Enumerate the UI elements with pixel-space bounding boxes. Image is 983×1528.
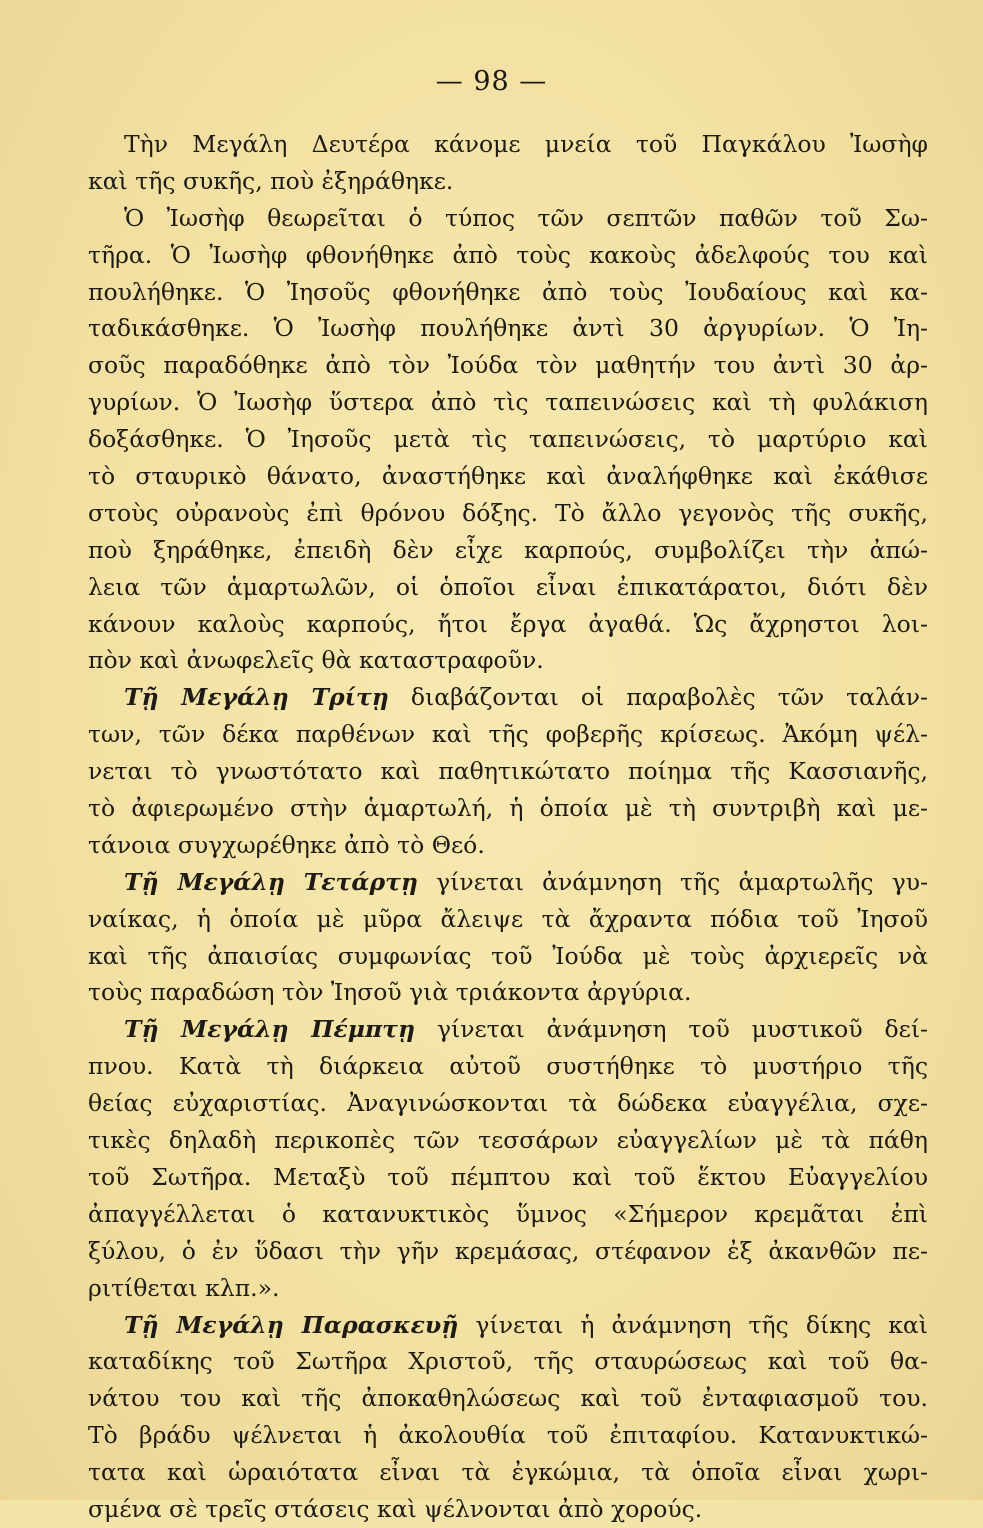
lead-heading: Τῇ Μεγάλῃ Παρασκευῇ [124, 1310, 459, 1339]
text-line: Τὴν Μεγάλη Δευτέρα κάνομε μνεία τοῦ Παγκάλου Ἰωσὴφ [124, 130, 928, 158]
text-line: πνου. Κατὰ τὴ διάρκεια αὐτοῦ συστήθηκε τὸ μυστήριο τῆς [88, 1052, 928, 1081]
text-run: γίνεται ἀνάμνηση τῆς ἁμαρτωλῆς γυ- [417, 867, 928, 896]
text-line: ἀπαγγέλλεται ὁ κατανυκτικὸς ὕμνος «Σήμερον κρεμᾶται ἐπὶ [88, 1199, 928, 1228]
text-line: ποὺ ξηράθηκε, ἐπειδὴ δὲν εἶχε καρπούς, συμβολίζει τὴν ἀπώ- [88, 535, 928, 564]
text-line: τοῦ Σωτῆρα. Μεταξὺ τοῦ πέμπτου καὶ τοῦ ἕκτου Εὐαγγελίου [88, 1162, 928, 1191]
text-line: των, τῶν δέκα παρθένων καὶ τῆς φοβερῆς κρίσεως. Ἀκόμη ψέλ- [88, 720, 928, 749]
text-line: ταδικάσθηκε. Ὁ Ἰωσὴφ πουλήθηκε ἀντὶ 30 ἀργυρίων. Ὁ Ἰη- [88, 314, 928, 343]
text-line: νάτου του καὶ τῆς ἀποκαθηλώσεως καὶ τοῦ ἐνταφιασμοῦ του. [88, 1384, 928, 1413]
text-line: δοξάσθηκε. Ὁ Ἰησοῦς μετὰ τὶς ταπεινώσεις, τὸ μαρτύριο καὶ [88, 425, 928, 454]
text-line: κάνουν καλοὺς καρπούς, ἤτοι ἔργα ἀγαθά. Ὡς ἄχρηστοι λοι- [88, 609, 928, 638]
text-line: σοῦς παραδόθηκε ἀπὸ τὸν Ἰούδα τὸν μαθητήν του ἀντὶ 30 ἀρ- [88, 351, 928, 380]
text-line: τὸ ἀφιερωμένο στὴν ἁμαρτωλή, ἡ ὁποία μὲ τὴ συντριβὴ καὶ με- [88, 794, 928, 823]
text-line: πὸν καὶ ἀνωφελεῖς θὰ καταστραφοῦν. [88, 646, 544, 675]
lead-heading: Τῇ Μεγάλῃ Τετάρτῃ [124, 867, 418, 896]
text-line: λεια τῶν ἁμαρτωλῶν, οἱ ὁποῖοι εἶναι ἐπικατάρατοι, διότι δὲν [88, 572, 928, 601]
text-line: τάνοια συγχωρέθηκε ἀπὸ τὸ Θεό. [88, 830, 485, 859]
text-line [88, 1307, 928, 1344]
text-line: στοὺς οὐρανοὺς ἐπὶ θρόνου δόξης. Τὸ ἄλλο γεγονὸς τῆς συκῆς, [88, 498, 928, 527]
page-number: — 98 — [435, 66, 548, 97]
body-text [88, 126, 928, 1528]
text-line [88, 1011, 928, 1048]
text-run: γίνεται ἀνάμνηση τοῦ μυστικοῦ δεί- [415, 1015, 928, 1044]
text-line: ριτίθεται κλπ.». [88, 1273, 280, 1302]
lead-heading: Τῇ Μεγάλῃ Πέμπτῃ [124, 1015, 416, 1044]
text-line: τὸ σταυρικὸ θάνατο, ἀναστήθηκε καὶ ἀναλήφθηκε καὶ ἐκάθισε [88, 462, 928, 491]
text-line: σμένα σὲ τρεῖς στάσεις καὶ ψέλνονται ἀπὸ χορούς. [88, 1494, 703, 1523]
text-line: νεται τὸ γνωστότατο καὶ παθητικώτατο ποίημα τῆς Κασσιανῆς, [88, 757, 928, 786]
text-line: Ὁ Ἰωσὴφ θεωρεῖται ὁ τύπος τῶν σεπτῶν παθῶν τοῦ Σω- [124, 203, 928, 232]
text-line: καὶ τῆς συκῆς, ποὺ ἐξηράθηκε. [88, 166, 454, 195]
text-line [88, 864, 928, 901]
text-run: διαβάζονται οἱ παραβολὲς τῶν ταλάν- [388, 683, 928, 712]
text-run: γίνεται ἡ ἀνάμνηση τῆς δίκης καὶ [458, 1310, 928, 1339]
text-line: τῆρα. Ὁ Ἰωσὴφ φθονήθηκε ἀπὸ τοὺς κακοὺς ἀδελφούς του καὶ [88, 240, 928, 269]
lead-heading: Τῇ Μεγάλῃ Τρίτῃ [124, 683, 389, 712]
text-line: τικὲς δηλαδὴ περικοπὲς τῶν τεσσάρων εὐαγγελίων μὲ τὰ πάθη [88, 1126, 928, 1155]
text-line: τοὺς παραδώση τὸν Ἰησοῦ γιὰ τριάκοντα ἀργύρια. [88, 978, 692, 1007]
text-line: Τὸ βράδυ ψέλνεται ἡ ἀκολουθία τοῦ ἐπιταφίου. Κατανυκτικώ- [88, 1421, 928, 1450]
text-line: θείας εὐχαριστίας. Ἀναγινώσκονται τὰ δώδεκα εὐαγγέλια, σχε- [88, 1089, 928, 1118]
text-line: ναίκας, ἡ ὁποία μὲ μῦρα ἄλειψε τὰ ἄχραντα πόδια τοῦ Ἰησοῦ [88, 904, 928, 933]
text-line: γυρίων. Ὁ Ἰωσὴφ ὕστερα ἀπὸ τὶς ταπεινώσεις καὶ τὴ φυλάκιση [88, 388, 928, 417]
text-line: καταδίκης τοῦ Σωτῆρα Χριστοῦ, τῆς σταυρώσεως καὶ τοῦ θα- [88, 1347, 928, 1376]
text-line [88, 679, 928, 716]
text-line: πουλήθηκε. Ὁ Ἰησοῦς φθονήθηκε ἀπὸ τοὺς Ἰουδαίους καὶ κα- [88, 277, 928, 306]
text-line: καὶ τῆς ἀπαισίας συμφωνίας τοῦ Ἰούδα μὲ τοὺς ἀρχιερεῖς νὰ [88, 941, 928, 970]
text-line: τατα καὶ ὡραιότατα εἶναι τὰ ἐγκώμια, τὰ ὁποῖα εἶναι χωρι- [88, 1458, 928, 1487]
text-line: ξύλου, ὁ ἐν ὕδασι τὴν γῆν κρεμάσας, στέφανον ἐξ ἀκανθῶν πε- [88, 1236, 928, 1265]
